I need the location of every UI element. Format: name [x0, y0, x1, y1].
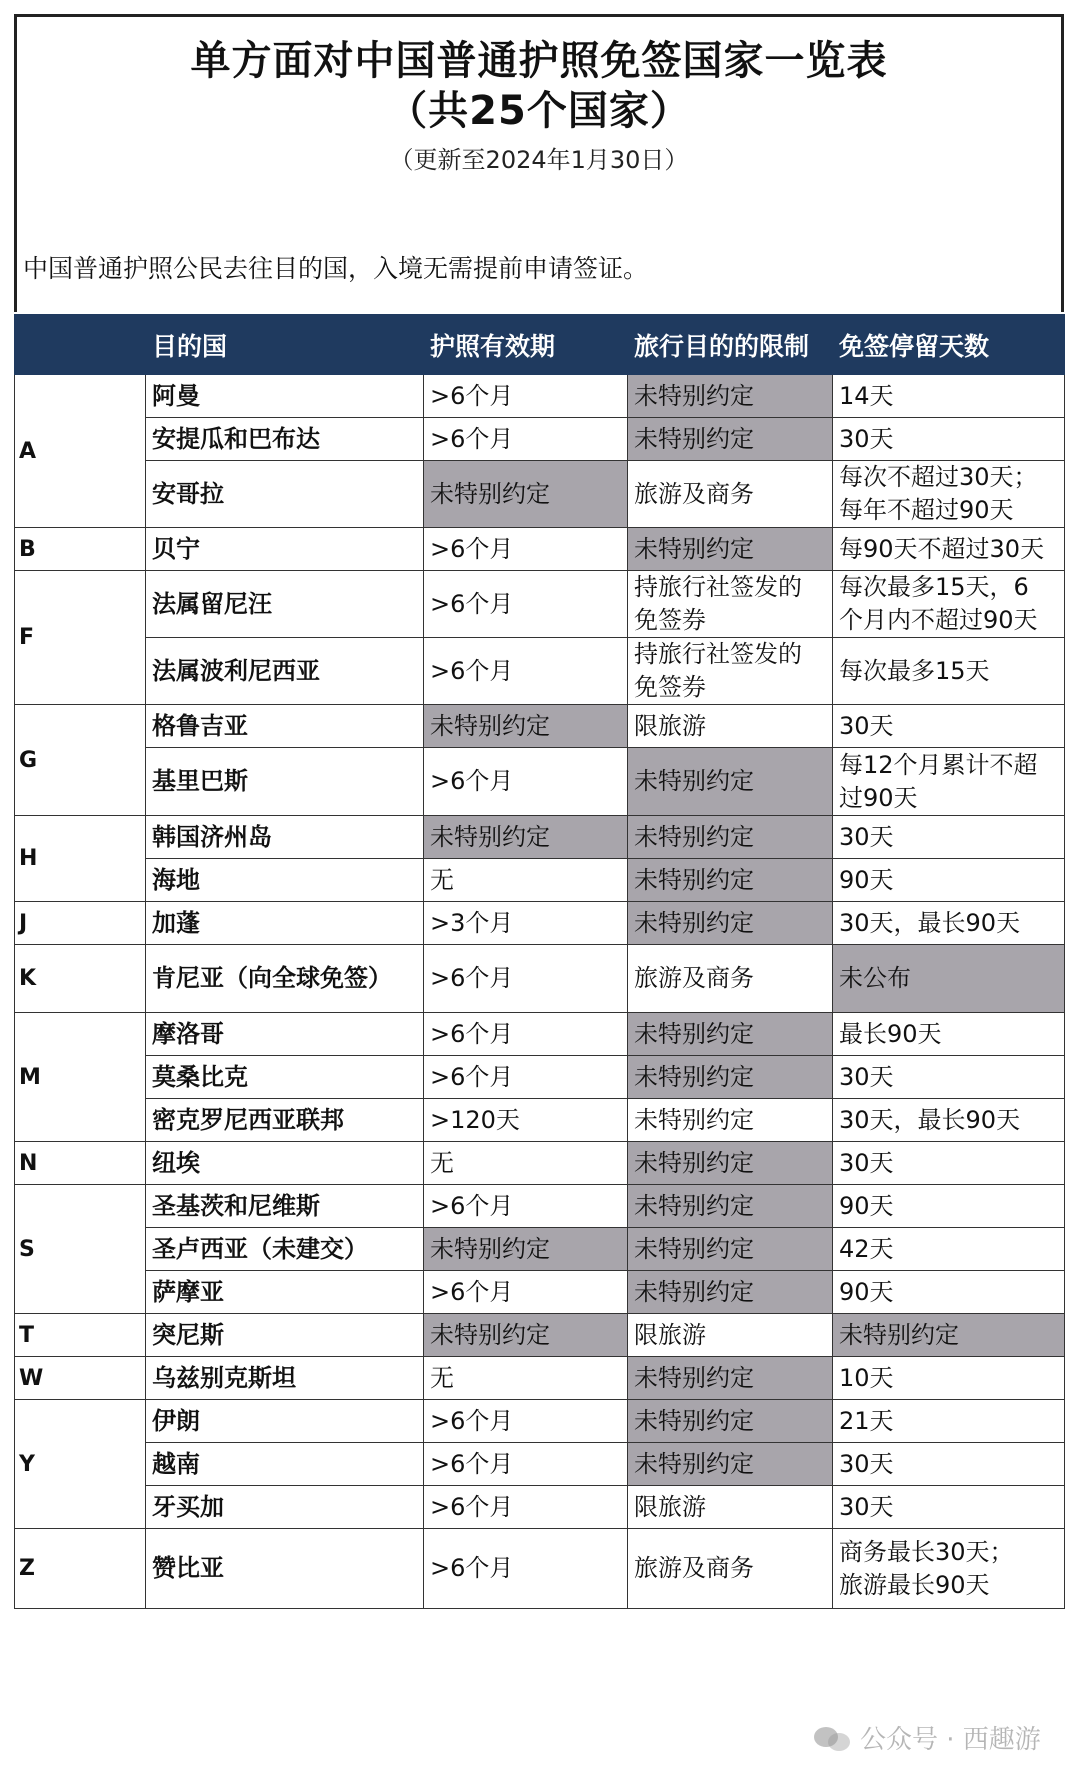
country-cell: 莫桑比克	[146, 1056, 424, 1099]
header-destination: 目的国	[146, 315, 424, 375]
wechat-icon	[814, 1723, 852, 1753]
country-cell: 肯尼亚（向全球免签）	[146, 945, 424, 1013]
purpose-limit-cell: 未特别约定	[628, 1357, 833, 1400]
purpose-limit-cell: 未特别约定	[628, 902, 833, 945]
passport-validity-cell: >6个月	[424, 1013, 628, 1056]
stay-days-cell: 10天	[833, 1357, 1065, 1400]
purpose-limit-cell: 未特别约定	[628, 1142, 833, 1185]
table-row	[15, 1357, 1065, 1400]
stay-days-cell: 最长90天	[833, 1013, 1065, 1056]
passport-validity-cell: >6个月	[424, 945, 628, 1013]
passport-validity-cell: >6个月	[424, 1529, 628, 1609]
table-row	[15, 859, 1065, 902]
table-row	[15, 418, 1065, 461]
stay-days-cell: 30天，最长90天	[833, 902, 1065, 945]
table-row	[15, 1142, 1065, 1185]
watermark-text: 公众号 · 西趣游	[860, 1725, 1041, 1755]
passport-validity-cell: >6个月	[424, 418, 628, 461]
table-body	[15, 375, 1065, 1609]
purpose-limit-cell: 限旅游	[628, 1314, 833, 1357]
passport-validity-cell: >6个月	[424, 1185, 628, 1228]
table-header-row	[15, 315, 1065, 375]
table-row	[15, 1443, 1065, 1486]
country-cell: 韩国济州岛	[146, 816, 424, 859]
group-letter-cell: G	[15, 705, 146, 816]
passport-validity-cell: >6个月	[424, 1486, 628, 1529]
table-row	[15, 945, 1065, 1013]
table-row	[15, 375, 1065, 418]
country-cell: 海地	[146, 859, 424, 902]
passport-validity-cell: 无	[424, 1357, 628, 1400]
stay-days-cell: 未公布	[833, 945, 1065, 1013]
country-cell: 萨摩亚	[146, 1271, 424, 1314]
stay-days-cell: 90天	[833, 859, 1065, 902]
stay-days-cell: 42天	[833, 1228, 1065, 1271]
group-letter-cell: Y	[15, 1400, 146, 1529]
passport-validity-cell: >6个月	[424, 638, 628, 705]
stay-days-cell: 30天	[833, 1142, 1065, 1185]
stay-days-cell: 30天	[833, 1056, 1065, 1099]
stay-days-cell: 30天，最长90天	[833, 1099, 1065, 1142]
table-row	[15, 1228, 1065, 1271]
group-letter-cell: H	[15, 816, 146, 902]
group-letter-cell: K	[15, 945, 146, 1013]
country-cell: 安哥拉	[146, 461, 424, 528]
table-row	[15, 748, 1065, 816]
group-letter-cell: A	[15, 375, 146, 528]
country-cell: 密克罗尼西亚联邦	[146, 1099, 424, 1142]
country-cell: 乌兹别克斯坦	[146, 1357, 424, 1400]
stay-days-cell: 30天	[833, 418, 1065, 461]
table-row	[15, 1099, 1065, 1142]
purpose-limit-cell: 未特别约定	[628, 1099, 833, 1142]
table-row	[15, 902, 1065, 945]
header-box	[14, 14, 1064, 312]
country-cell: 圣卢西亚（未建交）	[146, 1228, 424, 1271]
header-stay-days: 免签停留天数	[833, 315, 1065, 375]
watermark	[814, 1719, 1041, 1756]
country-cell: 阿曼	[146, 375, 424, 418]
purpose-limit-cell: 未特别约定	[628, 375, 833, 418]
passport-validity-cell: 无	[424, 1142, 628, 1185]
group-letter-cell: W	[15, 1357, 146, 1400]
group-letter-cell: Z	[15, 1529, 146, 1609]
table-row	[15, 638, 1065, 705]
purpose-limit-cell: 旅游及商务	[628, 461, 833, 528]
table-row	[15, 1529, 1065, 1609]
country-cell: 基里巴斯	[146, 748, 424, 816]
header-letter	[15, 315, 146, 375]
country-cell: 赞比亚	[146, 1529, 424, 1609]
table-row	[15, 1013, 1065, 1056]
stay-days-cell: 30天	[833, 705, 1065, 748]
stay-days-cell: 每次不超过30天； 每年不超过90天	[833, 461, 1065, 528]
visa-table	[14, 314, 1065, 1609]
passport-validity-cell: 未特别约定	[424, 1228, 628, 1271]
purpose-limit-cell: 未特别约定	[628, 418, 833, 461]
table-row	[15, 1271, 1065, 1314]
stay-days-cell: 每次最多15天	[833, 638, 1065, 705]
passport-validity-cell: >120天	[424, 1099, 628, 1142]
table-row	[15, 461, 1065, 528]
group-letter-cell: M	[15, 1013, 146, 1142]
passport-validity-cell: 未特别约定	[424, 705, 628, 748]
purpose-limit-cell: 未特别约定	[628, 1013, 833, 1056]
purpose-limit-cell: 未特别约定	[628, 1228, 833, 1271]
purpose-limit-cell: 未特别约定	[628, 859, 833, 902]
stay-days-cell: 90天	[833, 1271, 1065, 1314]
table-row	[15, 1486, 1065, 1529]
table-row	[15, 571, 1065, 638]
table-row	[15, 816, 1065, 859]
purpose-limit-cell: 限旅游	[628, 705, 833, 748]
passport-validity-cell: 未特别约定	[424, 816, 628, 859]
table-row	[15, 1400, 1065, 1443]
stay-days-cell: 商务最长30天； 旅游最长90天	[833, 1529, 1065, 1609]
purpose-limit-cell: 旅游及商务	[628, 1529, 833, 1609]
purpose-limit-cell: 未特别约定	[628, 1443, 833, 1486]
purpose-limit-cell: 持旅行社签发的 免签券	[628, 571, 833, 638]
visa-free-sheet	[14, 14, 1064, 1759]
passport-validity-cell: >6个月	[424, 1056, 628, 1099]
purpose-limit-cell: 持旅行社签发的 免签券	[628, 638, 833, 705]
country-cell: 格鲁吉亚	[146, 705, 424, 748]
table-row	[15, 1056, 1065, 1099]
passport-validity-cell: >6个月	[424, 1271, 628, 1314]
group-letter-cell: T	[15, 1314, 146, 1357]
purpose-limit-cell: 未特别约定	[628, 1271, 833, 1314]
passport-validity-cell: 无	[424, 859, 628, 902]
purpose-limit-cell: 旅游及商务	[628, 945, 833, 1013]
country-cell: 摩洛哥	[146, 1013, 424, 1056]
country-cell: 纽埃	[146, 1142, 424, 1185]
group-letter-cell: S	[15, 1185, 146, 1314]
country-cell: 安提瓜和巴布达	[146, 418, 424, 461]
country-cell: 越南	[146, 1443, 424, 1486]
stay-days-cell: 90天	[833, 1185, 1065, 1228]
table-row	[15, 1185, 1065, 1228]
purpose-limit-cell: 未特别约定	[628, 1056, 833, 1099]
purpose-limit-cell: 未特别约定	[628, 528, 833, 571]
stay-days-cell: 30天	[833, 1443, 1065, 1486]
passport-validity-cell: 未特别约定	[424, 461, 628, 528]
group-letter-cell: N	[15, 1142, 146, 1185]
stay-days-cell: 每12个月累计不超 过90天	[833, 748, 1065, 816]
header-purpose-limit: 旅行目的的限制	[628, 315, 833, 375]
table-row	[15, 705, 1065, 748]
stay-days-cell: 21天	[833, 1400, 1065, 1443]
country-count: （共25个国家）	[387, 88, 691, 134]
passport-validity-cell: 未特别约定	[424, 1314, 628, 1357]
passport-validity-cell: >6个月	[424, 571, 628, 638]
purpose-limit-cell: 未特别约定	[628, 748, 833, 816]
passport-validity-cell: >6个月	[424, 528, 628, 571]
updated-date: （更新至2024年1月30日）	[389, 146, 689, 174]
purpose-limit-cell: 未特别约定	[628, 1185, 833, 1228]
passport-validity-cell: >6个月	[424, 748, 628, 816]
country-cell: 伊朗	[146, 1400, 424, 1443]
stay-days-cell: 未特别约定	[833, 1314, 1065, 1357]
country-cell: 加蓬	[146, 902, 424, 945]
stay-days-cell: 每90天不超过30天	[833, 528, 1065, 571]
intro-text: 中国普通护照公民去往目的国，入境无需提前申请签证。	[23, 254, 649, 283]
country-cell: 牙买加	[146, 1486, 424, 1529]
stay-days-cell: 每次最多15天，6 个月内不超过90天	[833, 571, 1065, 638]
passport-validity-cell: >3个月	[424, 902, 628, 945]
purpose-limit-cell: 未特别约定	[628, 1400, 833, 1443]
group-letter-cell: F	[15, 571, 146, 705]
passport-validity-cell: >6个月	[424, 375, 628, 418]
stay-days-cell: 30天	[833, 816, 1065, 859]
header-passport-validity: 护照有效期	[424, 315, 628, 375]
group-letter-cell: B	[15, 528, 146, 571]
table-row	[15, 1314, 1065, 1357]
table-row	[15, 528, 1065, 571]
group-letter-cell: J	[15, 902, 146, 945]
stay-days-cell: 14天	[833, 375, 1065, 418]
page-title: 单方面对中国普通护照免签国家一览表	[190, 38, 888, 84]
stay-days-cell: 30天	[833, 1486, 1065, 1529]
country-cell: 法属波利尼西亚	[146, 638, 424, 705]
country-cell: 法属留尼汪	[146, 571, 424, 638]
passport-validity-cell: >6个月	[424, 1443, 628, 1486]
country-cell: 突尼斯	[146, 1314, 424, 1357]
purpose-limit-cell: 未特别约定	[628, 816, 833, 859]
country-cell: 贝宁	[146, 528, 424, 571]
country-cell: 圣基茨和尼维斯	[146, 1185, 424, 1228]
purpose-limit-cell: 限旅游	[628, 1486, 833, 1529]
passport-validity-cell: >6个月	[424, 1400, 628, 1443]
